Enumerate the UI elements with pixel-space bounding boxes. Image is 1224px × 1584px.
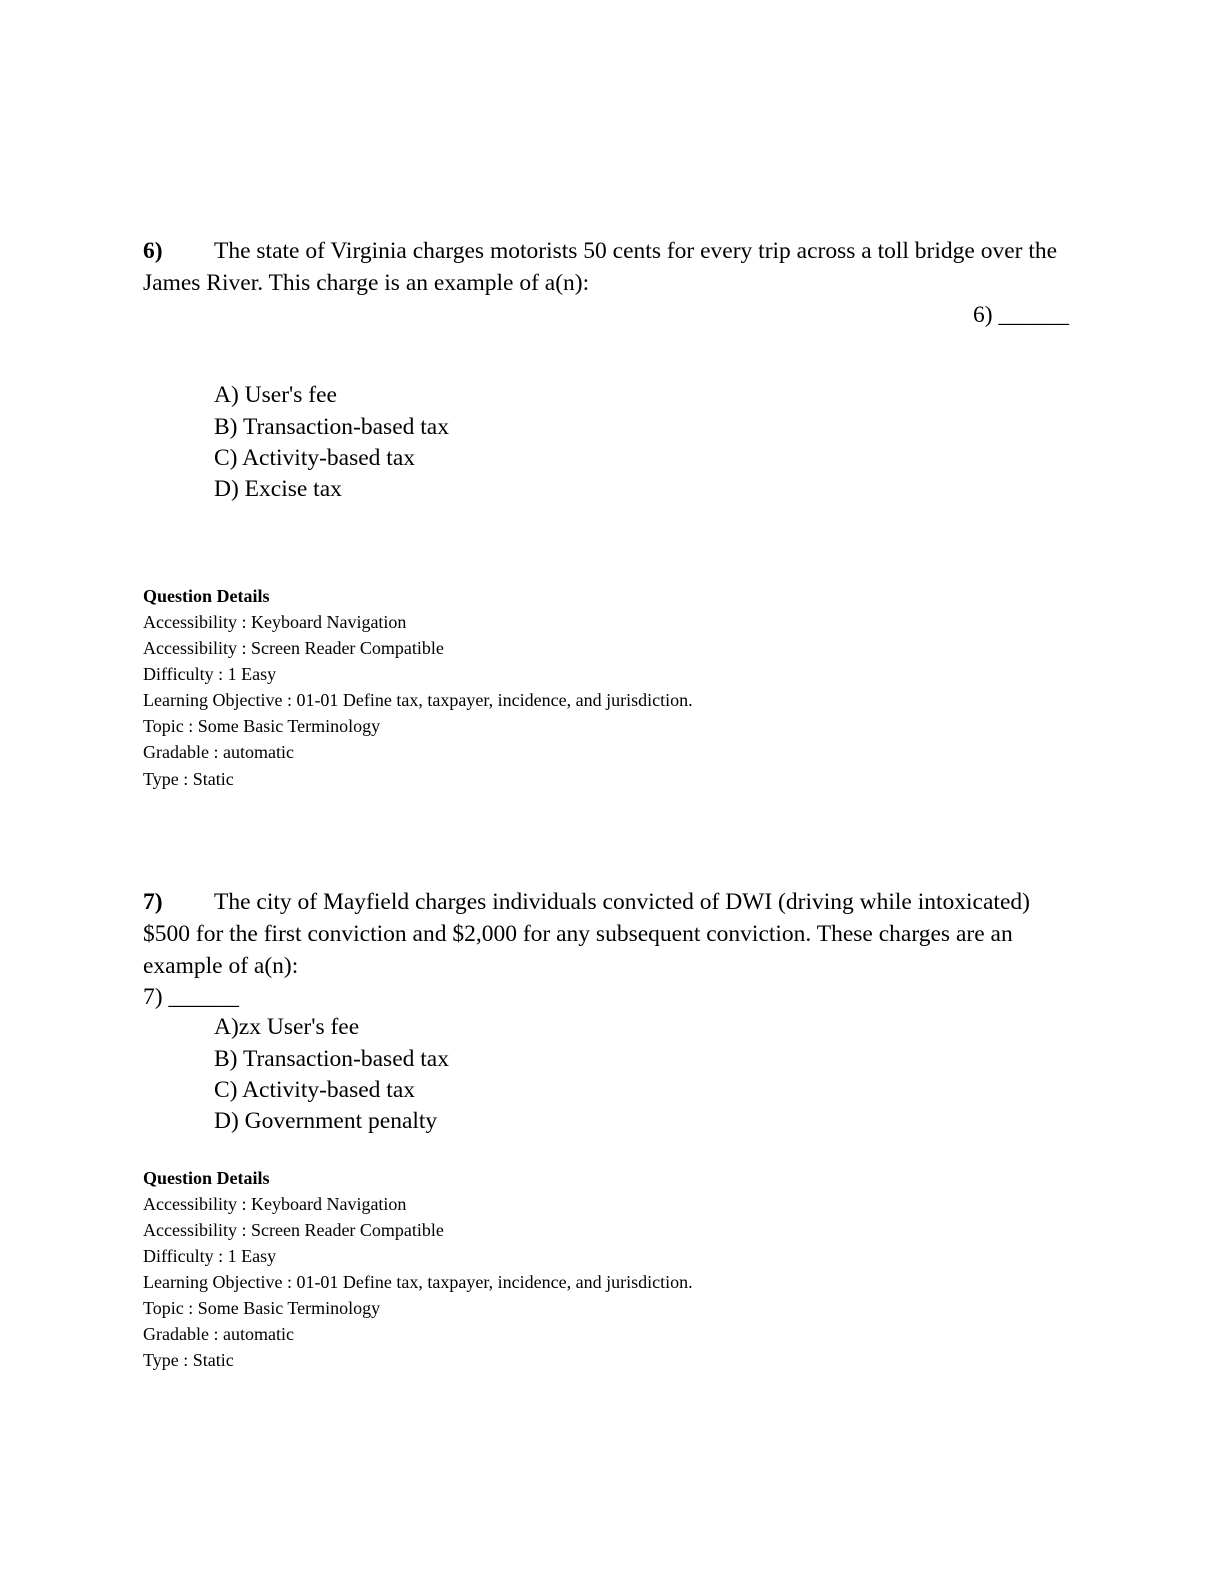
detail-line: Difficulty : 1 Easy [143, 1246, 277, 1266]
answer-blank: 6) ______ [973, 302, 1069, 328]
question-text-line: James River. This charge is an example of a(n): [143, 270, 590, 296]
detail-line: Learning Objective : 01-01 Define tax, taxpayer, incidence, and jurisdiction. [143, 690, 693, 710]
question-text-line: example of a(n): [143, 953, 299, 979]
option-b: B) Transaction-based tax [214, 414, 449, 440]
detail-line: Difficulty : 1 Easy [143, 664, 277, 684]
detail-line: Accessibility : Screen Reader Compatible [143, 638, 444, 658]
option-d: D) Excise tax [214, 476, 342, 502]
detail-line: Gradable : automatic [143, 742, 294, 762]
option-a: A)zx User's fee [214, 1014, 360, 1040]
detail-line: Type : Static [143, 1350, 234, 1370]
option-d: D) Government penalty [214, 1108, 438, 1134]
detail-line: Accessibility : Screen Reader Compatible [143, 1220, 444, 1240]
detail-line: Topic : Some Basic Terminology [143, 1298, 381, 1318]
detail-line: Topic : Some Basic Terminology [143, 716, 381, 736]
detail-line: Gradable : automatic [143, 1324, 294, 1344]
option-b: B) Transaction-based tax [214, 1046, 449, 1072]
detail-line: Accessibility : Keyboard Navigation [143, 612, 407, 632]
question-text-line: The city of Mayfield charges individuals convicted of DWI (driving while intoxicated) [214, 889, 1030, 915]
option-c: C) Activity-based tax [214, 1077, 416, 1103]
question-text-line: The state of Virginia charges motorists 50 cents for every trip across a toll bridge over the [214, 238, 1058, 264]
answer-blank: 7) ______ [143, 984, 239, 1010]
detail-line: Accessibility : Keyboard Navigation [143, 1194, 407, 1214]
detail-line: Learning Objective : 01-01 Define tax, taxpayer, incidence, and jurisdiction. [143, 1272, 693, 1292]
details-title: Question Details [143, 586, 270, 606]
details-title: Question Details [143, 1168, 270, 1188]
question-number: 7) [143, 889, 163, 915]
option-c: C) Activity-based tax [214, 445, 416, 471]
option-a: A) User's fee [214, 382, 337, 408]
question-text-line: $500 for the first conviction and $2,000 for any subsequent conviction. These charges are an [143, 921, 1013, 947]
detail-line: Type : Static [143, 769, 234, 789]
question-number: 6) [143, 238, 163, 264]
